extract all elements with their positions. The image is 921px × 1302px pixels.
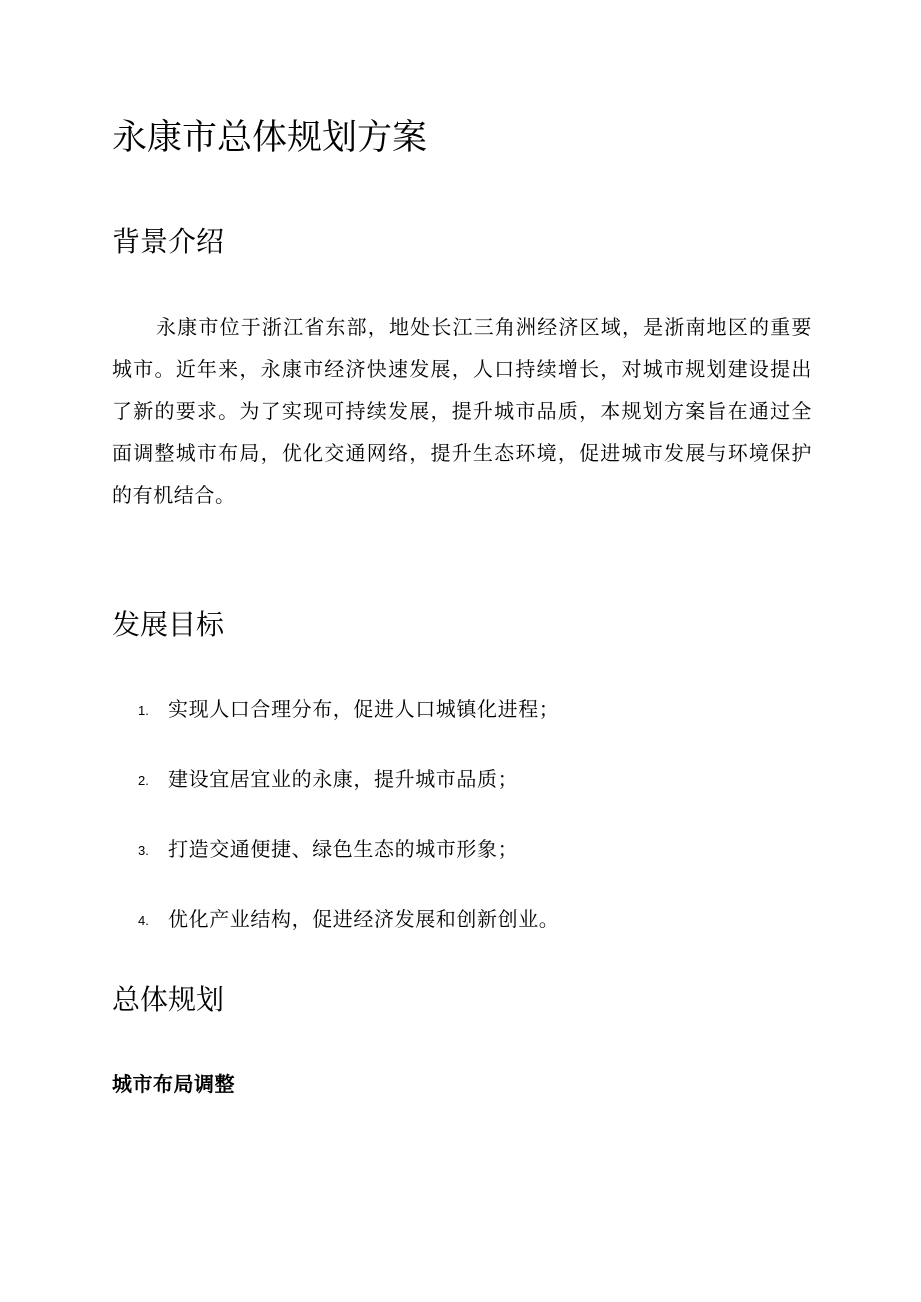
list-item [112, 828, 812, 898]
list-item-number: 2. [138, 773, 149, 788]
list-item-number: 3. [138, 843, 149, 858]
list-item-number: 4. [138, 913, 149, 928]
list-item [112, 688, 812, 758]
list-item-text: 打造交通便捷、绿色生态的城市形象； [168, 837, 519, 861]
section-heading-overall-plan: 总体规划 [112, 983, 225, 1016]
list-item-text: 实现人口合理分布，促进人口城镇化进程； [168, 697, 560, 721]
section-heading-goals: 发展目标 [112, 608, 225, 641]
list-item-number: 1. [138, 703, 149, 718]
list-item [112, 898, 812, 968]
list-item-text: 优化产业结构，促进经济发展和创新创业。 [168, 907, 560, 931]
list-item [112, 758, 812, 828]
goals-list [112, 688, 812, 968]
list-item-text: 建设宜居宜业的永康，提升城市品质； [168, 767, 519, 791]
subheading-city-layout: 城市布局调整 [112, 1072, 235, 1096]
document-title: 永康市总体规划方案 [112, 118, 428, 158]
section-heading-background: 背景介绍 [112, 225, 225, 258]
background-paragraph: 永康市位于浙江省东部，地处长江三角洲经济区域，是浙南地区的重要城市。近年来，永康市经济快速发展，人口持续增长，对城市规划建设提出了新的要求。为了实现可持续发展，提升城市品质，本规划方案旨在通过全面调整城市布局，优化交通网络，提升生态环境，促进城市发展与环境保护的有机结合。 [112, 315, 812, 507]
